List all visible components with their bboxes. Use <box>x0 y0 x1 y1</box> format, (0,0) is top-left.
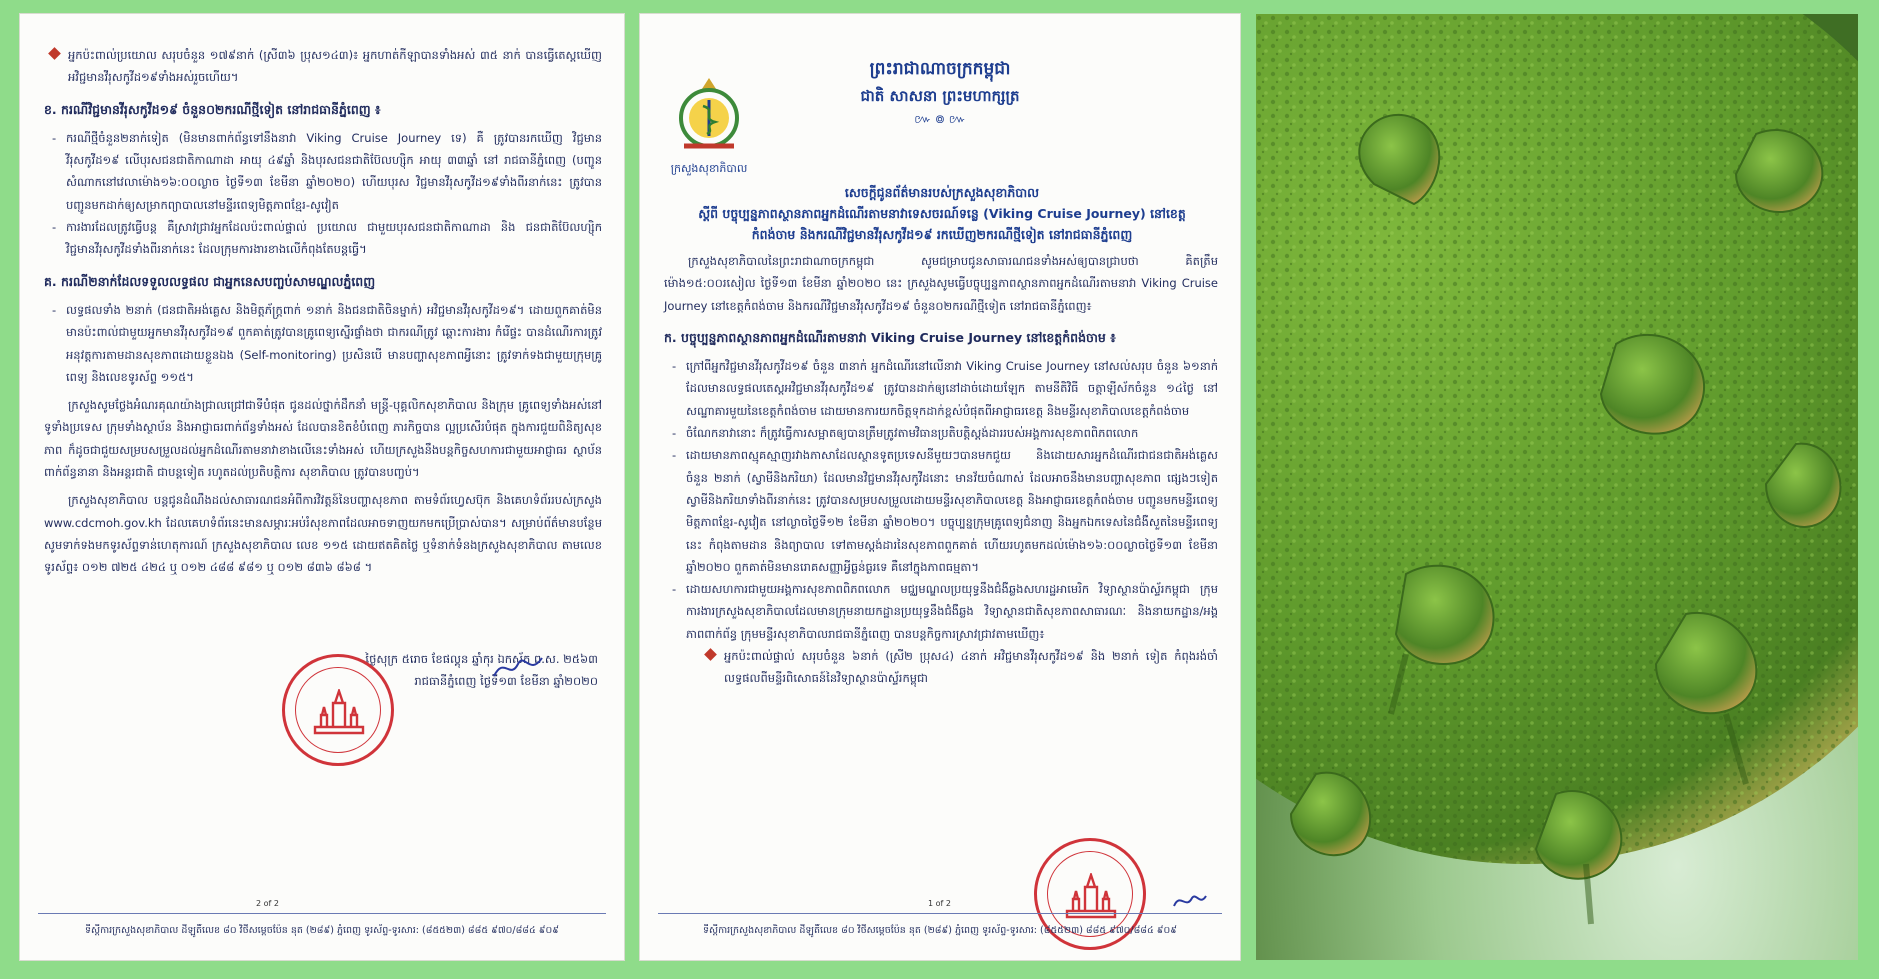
section-b-bullet-2: - ការងារដែលត្រូវធ្វើបន្ត គឺស្រាវជ្រាវអ្នកដែលប៉ះពាល់ផ្ទាល់ ប្រយោល ជាមួយបុរសជនជាតិកាណាដា និង ជនជាតិប៊ែលហ្ស៊ិក វិជ្ជមានវីរុសកូវីដទាំងពីរនាក់នេះ ដែលក្រុមការងារខាងលើកំពុងតែបន្តធ្វើ។ <box>44 216 602 261</box>
section-a-bullet-4: - ដោយសហការជាមួយអង្គការសុខភាពពិភពលោក មជ្ឈមណ្ឌលប្រយុទ្ធនឹងជំងឺឆ្លងសហរដ្ឋអាមេរិក វិទ្យាស្ថានប៉ាស្ទ័រកម្ពុជា ក្រុមការងារក្រសួងសុខាភិបាលដែលមានក្រុមនាយកដ្ឋានប្រយុទ្ធនឹងជំងឺឆ្លង វិទ្យាស្ថានជាតិសុខភាពសាធារណៈ និងនាយកដ្ឋាន/អង្គភាពពាក់ព័ន្ធ ក្រុមមន្ទីរសុខាភិបាលរាជធានីភ្នំពេញ បានបន្តកិច្ចការស្រាវជ្រាវតាមឃើញ៖ <box>664 578 1218 645</box>
document-title <box>664 182 1220 245</box>
signature-mark <box>490 646 550 686</box>
angkor-temple-icon <box>311 689 367 735</box>
coronavirus-image <box>1256 14 1858 960</box>
lunar-date: ថ្ងៃសុក្រ ៥រោច ខែផល្គុន ឆ្នាំកុរ ឯកស័ក ព.ស. ២៥៦៣ <box>365 652 598 666</box>
section-b-heading: ខ. ករណីវិជ្ជមានវីរុសកូវីដ១៩ ចំនួន០២ករណីថ្មីទៀត នៅរាជធានីភ្នំពេញ ៖ <box>44 101 381 117</box>
bullet-diamond-icon <box>48 47 61 60</box>
section-b-bullet-1: - ករណីថ្មីចំនួន២នាក់ទៀត (មិនមានពាក់ព័ន្ធទៅនឹងនាវា Viking Cruise Journey ទេ) គឺ ត្រូវបានរកឃើញ វិជ្ជមានវីរុសកូវីដ១៩ លើបុរសជនជាតិកាណាដា អាយុ ៤៩ឆ្នាំ និងបុរសជនជាតិប៊ែលហ្ស៊ិក អាយុ ៣៣ឆ្នាំ នៅ រាជធានីភ្នំពេញ (បញ្ជូនសំណាកនៅវេលាម៉ោង១៦:០០ល្ងាច ថ្ងៃទី១៣ ខែមីនា ឆ្នាំ២០២០) ហើយបុរស វិជ្ជមានវីរុសកូវីដ១៩ទាំងពីរនាក់នេះ ត្រូវបានបញ្ជូនមកដាក់ឲ្យសម្រាកព្យាបាលនៅមន្ទីរពេទ្យមិត្តភាពខ្មែរ-សូវៀត <box>44 127 602 216</box>
signature-mark <box>1170 888 1210 912</box>
page-number: 2 of 2 <box>256 899 279 908</box>
section-a-bullet-3: - ដោយមានភាពស្មុគស្មាញរវាងភាសាដែលស្ថានទូតប្រទេសនីមួយៗបានមកជួយ និងដោយសារអ្នកដំណើរជាជនជាតិអង់គ្លេសចំនួន ២នាក់ (ស្វាមីនិងភរិយា) ដែលមានវិជ្ជមានវីរុសកូវីដនោះ មានវ័យចំណាស់ ដែលអាចនឹងមានបញ្ហាសុខភាព ផ្សេងៗទៀត ស្វាមីនិងភរិយាទាំងពីរនាក់នេះ ត្រូវបានសម្របសម្រួលដោយមន្ទីរសុខាភិបាលខេត្ត និងអាជ្ញាធរខេត្តកំពង់ចាម បញ្ជូនមកមន្ទីរពេទ្យមិត្តភាពខ្មែរ-សូវៀត នៅល្ងាចថ្ងៃទី១២ ខែមីនា ឆ្នាំ២០២០។ បច្ចុប្បន្នក្រុមគ្រូពេទ្យជំនាញ និងអ្នកឯកទេសនៃជំងឺសួតនៃមន្ទីរពេទ្យនេះ កំពុងតាមដាន និងព្យាបាល ទៅតាមស្តង់ដារនៃសុខភាពពួកគាត់ ហើយរហូតមកដល់ម៉ោង១៦:០០ល្ងាចថ្ងៃទី១៣ ខែមីនា ឆ្នាំ២០២០ ពួកគាត់មិនមានរោគសញ្ញាអ្វីធ្ងន់ធ្ងរទេ គឺនៅក្នុងភាពធម្មតា។ <box>664 444 1218 578</box>
section-a-heading: ក. បច្ចុប្បន្នភាពស្ថានភាពអ្នកដំណើរតាមនាវា Viking Cruise Journey នៅខេត្តកំពង់ចាម ៖ <box>664 329 1116 345</box>
website-paragraph: ក្រសួងសុខាភិបាល បន្តជូនដំណឹងដល់សាធារណជនអំពីការវិវត្តន៍នៃបញ្ហាសុខភាព តាមទំព័រហ្វេសប៊ុក និងគេហទំព័ររបស់ក្រសួង www.cdcmoh.gov.kh ដែលគេហទំព័រនេះមានសម្ភារៈអប់រំសុខភាពដែលអាចទាញយកមកប្រើប្រាស់បាន។ សម្រាប់ព័ត៌មានបន្ថែម សូមទាក់ទងមកទូរស័ព្ទទាន់ហេតុការណ៍ ក្រសួងសុខាភិបាល លេខ ១១៥ ដោយឥតគិតថ្លៃ ឬទំនាក់ទំនងក្រសួងសុខាភិបាល តាមលេខទូរស័ព្ទ៖ ០១២ ៧២៥ ៤២៤ ឬ ០១២ ៤៨៨ ៩៨១ ឬ ០១២ ៨៣៦ ៨៦៨ ។ <box>44 493 602 575</box>
kingdom-title: ព្រះរាជាណាចក្រកម្ពុជា <box>869 59 1011 79</box>
ministry-logo <box>662 72 756 178</box>
bullet-diamond-icon <box>704 648 717 661</box>
date-block <box>365 648 598 692</box>
ministry-seal <box>282 654 394 766</box>
press-release-page-2 <box>20 14 624 960</box>
press-release-page-1 <box>640 14 1240 960</box>
footer-address: ទីស្តីការក្រសួងសុខាភិបាល ដីឡូតិ៍លេខ ៨០ វិថីសម្តេចប៉ែន នុត (២៨៩) ភ្នំពេញ ទូរស័ព្ទ-ទូរសារ: (៨៥៥២៣) ៨៨៥ ៩៧០/៨៨៤ ៩០៩ <box>85 925 559 936</box>
solar-date: រាជធានីភ្នំពេញ ថ្ងៃទី១៣ ខែមីនា ឆ្នាំ២០២០ <box>414 674 598 688</box>
direct-contact-bullet: អ្នកប៉ះពាល់ផ្ទាល់ សរុបចំនួន ៦នាក់ (ស្រី២ ប្រុស៤) ៤នាក់ អវិជ្ជមានវីរុសកូវីដ១៩ និង ២នាក់ ទៀត កំពុងរង់ចាំលទ្ធផលពីមន្ទីរពិសោធន៍នៃវិទ្យាស្ថានប៉ាស្ទ័រកម្ពុជា <box>700 645 1218 690</box>
national-motto: ជាតិ សាសនា ព្រះមហាក្សត្រ <box>860 87 1020 105</box>
ornament: ៚ ៙ ៚ <box>914 112 966 126</box>
intro-paragraph: ក្រសួងសុខាភិបាលនៃព្រះរាជាណាចក្រកម្ពុជា សូមជម្រាបជូនសាធារណជនទាំងអស់ឲ្យបានជ្រាបថា គិតត្រឹមម៉ោង១៥:០០រសៀល ថ្ងៃទី១៣ ខែមីនា ឆ្នាំ២០២០ នេះ ក្រសួងសូមធ្វើបច្ចុប្បន្នភាពស្ថានភាពអ្នកដំណើរតាមនាវា Viking Cruise Journey នៅខេត្តកំពង់ចាម និងករណីវិជ្ជមានវីរុសកូវីដ១៩ ចំនួន០២ករណីថ្មីទៀត នៅរាជធានីភ្នំពេញ៖ <box>664 254 1218 313</box>
title-line-2: ស្តីពី បច្ចុប្បន្នភាពស្ថានភាពអ្នកដំណើរតាមនាវាទេសចរណ៍ទន្លេ (Viking Cruise Journey) នៅខេត្ត <box>698 206 1186 221</box>
page-number: 1 of 2 <box>928 899 951 908</box>
footer-divider <box>38 913 606 914</box>
coronavirus-illustration <box>1256 14 1858 960</box>
section-c-bullet-1: - លទ្ធផលទាំង ២នាក់ (ជនជាតិអង់គ្លេស និងមិត្តភ័ក្ត្រពាក់ ១នាក់ និងជនជាតិចិនម្នាក់) អវិជ្ជមានវីរុសកូវីដ១៩។ ដោយពួកគាត់មិនមានប៉ះពាល់ជាមួយអ្នកមានវីរុសកូវីដ១៩ ពួកគាត់ត្រូវបានគ្រូពេទ្យស្នើរផ្ទាំងថា ជាករណីត្រូវ ឆ្ពោះការងារ កំរើផ្ទះ បានដំណើរការត្រូវអនុវត្តការតាមដានសុខភាពដោយខ្លួនឯង (Self-monitoring) ប្រសិនបើ មានបញ្ហាសុខភាពអ្វីនោះ ត្រូវទាក់ទងជាមួយក្រុមគ្រូពេទ្យ និងលេខទូរស័ព្ទ ១១៥។ <box>44 299 602 388</box>
title-line-3: កំពង់ចាម និងករណីវិជ្ជមានវីរុសកូវីដ១៩ រកឃើញ២ករណីថ្មីទៀត នៅរាជធានីភ្នំពេញ <box>751 227 1133 242</box>
page-1-body <box>664 250 1218 960</box>
thanks-paragraph: ក្រសួងសូមថ្លែងអំណរគុណយ៉ាងជ្រាលជ្រៅជាទីបំផុត ជូនដល់ថ្នាក់ដឹកនាំ មន្ត្រី-បុគ្គលិកសុខាភិបាល និងក្រុម គ្រូពេទ្យទាំងអស់នៅទូទាំងប្រទេស ក្រុមទាំងស្ថាប័ន និងអាជ្ញាធរពាក់ព័ន្ធទាំងអស់ ដែលបានខិតខំបំពេញ ភារកិច្ចបាន ល្អប្រសើរបំផុត ក្នុងការជួយពិនិត្យសុខភាព ក៏ដូចជាជួយសម្របសម្រួលដល់អ្នកដំណើរតាមនាវាខាងលើនេះទាំងអស់ ហើយក្រសួងនឹងបន្តកិច្ចសហការជាមួយអាជ្ញាធរ ស្ថាប័នពាក់ព័ន្ធនានា និងអន្តរជាតិ ជាបន្តទៀត រហូតដល់ប្រតិបត្តិការ សុខាភិបាល ត្រូវបានបញ្ចប់។ <box>44 398 602 480</box>
ministry-emblem-icon <box>662 72 756 156</box>
indirect-contact-bullet: អ្នកប៉ះពាល់ប្រយោល សរុបចំនួន ១៧៩នាក់ (ស្រី៣៦ ប្រុស១៤៣)៖ អ្នកហាត់កីឡាបានទាំងអស់ ៣៥ នាក់ បានធ្វើតេស្តឃើញអវិជ្ជមានវីរុសកូវីដ១៩ទាំងអស់រួចហើយ។ <box>44 44 602 89</box>
footer-divider <box>658 913 1222 914</box>
section-a-bullet-1: - ក្រៅពីអ្នកវិជ្ជមានវីរុសកូវីដ១៩ ចំនួន ៣នាក់ អ្នកដំណើរនៅលើនាវា Viking Cruise Journey នៅសល់សរុប ចំនួន ៦១នាក់ ដែលមានលទ្ធផលតេស្តអវិជ្ជមានវីរុសកូវីដ១៩ ត្រូវបានដាក់ឲ្យនៅដាច់ដោយឡែក តាមនីតិវិធី ចត្តាឡីស័កចំនួន ១៤ថ្ងៃ នៅសណ្ឋាគារមួយនៃខេត្តកំពង់ចាម ដោយមានការយកចិត្តទុកដាក់ខ្ពស់បំផុតពីអាជ្ញាធរខេត្ត និងមន្ទីរសុខាភិបាលខេត្តកំពង់ចាម <box>664 355 1218 422</box>
section-a-bullet-2: - ចំណែកនាវានោះ ក៏ត្រូវធ្វើការសម្អាតឲ្យបានត្រឹមត្រូវតាមវិធានប្រតិបត្តិស្តង់ដាររបស់អង្គការសុខភាពពិភពលោក <box>664 422 1218 444</box>
ministry-caption: ក្រសួងសុខាភិបាល <box>670 162 748 175</box>
section-c-heading: គ. ករណី២នាក់ដែលទទួលលទ្ធផល ជាអ្នកនេសបញ្ចប់សាមណ្ឌលភ្នំពេញ <box>44 273 376 289</box>
footer-address: ទីស្តីការក្រសួងសុខាភិបាល ដីឡូតិ៍លេខ ៨០ វិថីសម្តេចប៉ែន នុត (២៨៩) ភ្នំពេញ ទូរស័ព្ទ-ទូរសារ: (៨៥៥២៣) ៨៨៥ ៩៧០/៨៨៤ ៩០៩ <box>703 925 1177 936</box>
title-line-1: សេចក្តីជូនព័ត៌មានរបស់ក្រសួងសុខាភិបាល <box>844 185 1040 200</box>
page-2-body <box>44 14 602 960</box>
